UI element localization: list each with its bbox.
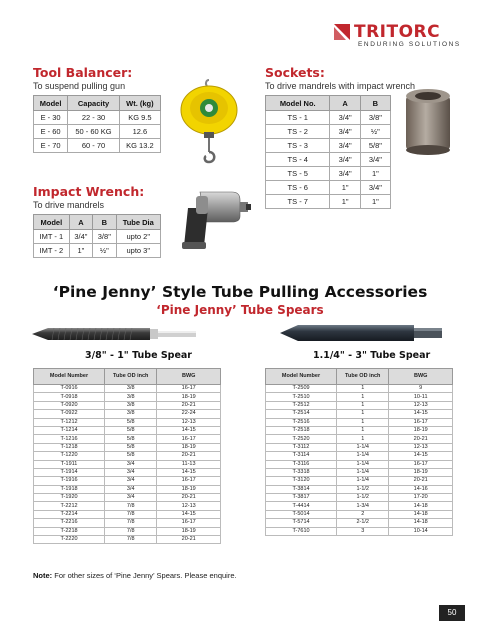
table-cell: 12-13 (389, 443, 453, 451)
table-row (266, 452, 453, 460)
table-cell: 16-17 (389, 418, 453, 426)
sockets-table (265, 95, 391, 209)
table-cell: IMT - 1 (34, 230, 70, 244)
table-cell: 1 (337, 418, 389, 426)
table-cell: T-0916 (34, 385, 105, 393)
spear-right-table (265, 368, 453, 536)
table-row (34, 519, 221, 527)
table-row (34, 244, 161, 258)
table-cell: 1" (69, 244, 92, 258)
table-cell: 3/4 (105, 485, 157, 493)
table-cell: 5/8 (105, 452, 157, 460)
table-cell: 9 (389, 385, 453, 393)
table-cell: 5/8 (105, 426, 157, 434)
table-cell: 7/8 (105, 536, 157, 544)
table-cell: 1-1/2 (337, 485, 389, 493)
table-cell: T-1218 (34, 443, 105, 451)
table-cell: TS - 4 (266, 153, 330, 167)
table-cell: 5/8 (105, 443, 157, 451)
table-cell: E - 30 (34, 111, 68, 125)
table-row (266, 181, 391, 195)
table-cell: 14-15 (157, 426, 221, 434)
table-cell: 20-21 (157, 494, 221, 502)
table-cell: T-3116 (266, 460, 337, 468)
column-header: Wt. (kg) (119, 96, 160, 111)
table-row (34, 494, 221, 502)
tool-balancer-subtitle: To suspend pulling gun (33, 81, 126, 91)
column-header: Model Number (34, 369, 105, 385)
table-cell: 5/8 (105, 435, 157, 443)
table-cell: 18-19 (157, 393, 221, 401)
column-header: BWG (157, 369, 221, 385)
table-cell: T-2214 (34, 510, 105, 518)
table-cell: 5/8 (105, 418, 157, 426)
table-cell: 14-15 (157, 468, 221, 476)
table-row (266, 111, 391, 125)
table-cell: 5/8" (360, 139, 390, 153)
table-cell: 2-1/2 (337, 519, 389, 527)
table-cell: 17-20 (389, 494, 453, 502)
table-row (266, 527, 453, 535)
table-cell: 7/8 (105, 502, 157, 510)
table-cell: TS - 5 (266, 167, 330, 181)
table-cell: T-1216 (34, 435, 105, 443)
sockets-title: Sockets: (265, 65, 325, 80)
table-cell: 10-14 (389, 527, 453, 535)
table-cell: 1" (360, 195, 390, 209)
table-row (34, 527, 221, 535)
column-header: B (360, 96, 390, 111)
table-cell: T-2512 (266, 401, 337, 409)
table-row (266, 385, 453, 393)
table-cell: 14-18 (389, 502, 453, 510)
table-cell: 7/8 (105, 510, 157, 518)
table-row (34, 111, 161, 125)
table-row (266, 195, 391, 209)
table-row (266, 125, 391, 139)
impact-wrench-subtitle: To drive mandrels (33, 200, 105, 210)
table-cell: 1-1/4 (337, 468, 389, 476)
table-cell: 1-1/4 (337, 452, 389, 460)
table-cell: T-4414 (266, 502, 337, 510)
table-cell: TS - 7 (266, 195, 330, 209)
table-cell: 18-19 (157, 485, 221, 493)
table-cell: 1" (330, 195, 360, 209)
table-cell: T-7610 (266, 527, 337, 535)
page-title: ‘Pine Jenny’ Style Tube Pulling Accessories (52, 283, 428, 301)
table-row (34, 393, 221, 401)
column-header: Tube OD inch (337, 369, 389, 385)
note-label: Note: (33, 571, 53, 580)
note-text: For other sizes of ‘Pine Jenny’ Spears. Please enquire. (54, 571, 237, 580)
table-cell: upto 2" (116, 230, 160, 244)
table-header-row (34, 96, 161, 111)
table-cell: 20-21 (389, 477, 453, 485)
socket-image (400, 86, 456, 156)
table-cell: 7/8 (105, 519, 157, 527)
spear-left-caption: 3/8" - 1" Tube Spear (85, 350, 192, 361)
column-header: Capacity (68, 96, 120, 111)
table-cell: 20-21 (389, 435, 453, 443)
table-row (266, 139, 391, 153)
table-row (266, 519, 453, 527)
table-cell: 7/8 (105, 527, 157, 535)
table-cell: 12.6 (119, 125, 160, 139)
table-cell: 1-1/4 (337, 460, 389, 468)
table-row (34, 485, 221, 493)
table-cell: T-2514 (266, 410, 337, 418)
table-cell: 14-16 (389, 485, 453, 493)
table-row (266, 410, 453, 418)
table-row (266, 435, 453, 443)
table-cell: 3/4" (330, 139, 360, 153)
table-cell: 16-17 (157, 519, 221, 527)
table-cell: T-0918 (34, 393, 105, 401)
table-cell: 1 (337, 435, 389, 443)
tool-balancer-title: Tool Balancer: (33, 65, 133, 80)
table-cell: 1" (330, 181, 360, 195)
table-row (266, 502, 453, 510)
table-cell: 3/8 (105, 401, 157, 409)
table-row (34, 426, 221, 434)
table-row (34, 125, 161, 139)
table-cell: 16-17 (389, 460, 453, 468)
table-cell: 14-18 (389, 510, 453, 518)
table-cell: 2 (337, 510, 389, 518)
table-row (34, 510, 221, 518)
table-cell: T-2516 (266, 418, 337, 426)
table-cell: 22 - 30 (68, 111, 120, 125)
table-cell: T-3114 (266, 452, 337, 460)
impact-wrench-title: Impact Wrench: (33, 184, 145, 199)
column-header: Model No. (266, 96, 330, 111)
impact-wrench-table (33, 214, 161, 258)
table-cell: TS - 1 (266, 111, 330, 125)
table-cell: T-1920 (34, 494, 105, 502)
table-row (34, 418, 221, 426)
table-cell: 20-21 (157, 536, 221, 544)
table-row (34, 139, 161, 153)
table-cell: 3/4 (105, 460, 157, 468)
table-cell: 3/4" (330, 125, 360, 139)
table-row (266, 443, 453, 451)
table-cell: 3/4" (330, 111, 360, 125)
table-cell: T-2509 (266, 385, 337, 393)
table-cell: 3/4 (105, 477, 157, 485)
table-row (34, 477, 221, 485)
table-cell: 20-21 (157, 401, 221, 409)
table-cell: 22-24 (157, 410, 221, 418)
column-header: A (69, 215, 92, 230)
table-cell: ½" (93, 244, 116, 258)
page-number: 50 (439, 605, 465, 621)
table-cell: 1-1/4 (337, 477, 389, 485)
table-cell: 1 (337, 426, 389, 434)
table-cell: 3 (337, 527, 389, 535)
table-cell: 1 (337, 410, 389, 418)
table-cell: 3/8 (105, 385, 157, 393)
table-cell: KG 13.2 (119, 139, 160, 153)
table-cell: T-2518 (266, 426, 337, 434)
table-cell: 1-1/2 (337, 494, 389, 502)
table-cell: T-1911 (34, 460, 105, 468)
table-row (34, 536, 221, 544)
footnote (33, 571, 237, 580)
table-cell: 50 - 60 KG (68, 125, 120, 139)
table-row (34, 502, 221, 510)
tritorc-logo-icon (334, 24, 350, 40)
table-row (34, 443, 221, 451)
table-cell: 3/4" (360, 153, 390, 167)
table-cell: upto 3" (116, 244, 160, 258)
column-header: Tube Dia (116, 215, 160, 230)
table-cell: 3/8 (105, 410, 157, 418)
table-row (266, 485, 453, 493)
spear-left-table (33, 368, 221, 544)
sockets-subtitle: To drive mandrels with impact wrench (265, 81, 416, 91)
table-cell: 14-15 (157, 510, 221, 518)
table-row (34, 385, 221, 393)
table-row (266, 426, 453, 434)
column-header: Tube OD inch (105, 369, 157, 385)
spear-small-image (30, 322, 198, 346)
table-cell: 18-19 (389, 468, 453, 476)
table-cell: 10-11 (389, 393, 453, 401)
table-cell: 3/4 (105, 494, 157, 502)
table-cell: 3/4" (330, 167, 360, 181)
table-cell: T-2212 (34, 502, 105, 510)
table-cell: 60 - 70 (68, 139, 120, 153)
table-row (266, 393, 453, 401)
table-cell: 1-3/4 (337, 502, 389, 510)
table-cell: T-1914 (34, 468, 105, 476)
table-cell: 14-15 (389, 410, 453, 418)
table-cell: 1" (360, 167, 390, 181)
table-cell: IMT - 2 (34, 244, 70, 258)
table-header-row (266, 96, 391, 111)
table-row (34, 452, 221, 460)
table-cell: 3/4 (105, 468, 157, 476)
table-cell: T-5014 (266, 510, 337, 518)
table-cell: 12-13 (389, 401, 453, 409)
table-cell: 3/4" (330, 153, 360, 167)
table-cell: T-0922 (34, 410, 105, 418)
table-row (266, 477, 453, 485)
table-cell: 18-19 (157, 527, 221, 535)
spear-right-caption: 1.1/4" - 3" Tube Spear (313, 350, 431, 361)
table-row (34, 460, 221, 468)
table-cell: T-1214 (34, 426, 105, 434)
table-cell: T-1212 (34, 418, 105, 426)
table-header-row (266, 369, 453, 385)
table-row (34, 410, 221, 418)
table-cell: KG 9.5 (119, 111, 160, 125)
spear-large-image (278, 318, 446, 348)
table-cell: 18-19 (157, 443, 221, 451)
table-header-row (34, 215, 161, 230)
brand-tagline: ENDURING SOLUTIONS (358, 41, 461, 48)
column-header: Model (34, 215, 70, 230)
table-cell: 16-17 (157, 385, 221, 393)
table-cell: T-2216 (34, 519, 105, 527)
table-cell: 3/8" (360, 111, 390, 125)
table-cell: T-5714 (266, 519, 337, 527)
impact-wrench-image (170, 186, 252, 252)
tool-balancer-table (33, 95, 161, 153)
table-row (266, 153, 391, 167)
table-header-row (34, 369, 221, 385)
table-row (266, 418, 453, 426)
table-cell: 14-15 (389, 452, 453, 460)
table-cell: 18-19 (389, 426, 453, 434)
table-cell: 1 (337, 401, 389, 409)
table-cell: 3/4" (360, 181, 390, 195)
table-row (266, 167, 391, 181)
brand-name: TRITORC (354, 22, 441, 42)
table-cell: T-2220 (34, 536, 105, 544)
page-subtitle: ‘Pine Jenny’ Tube Spears (156, 303, 324, 317)
table-cell: ½" (360, 125, 390, 139)
table-cell: 1 (337, 393, 389, 401)
table-cell: T-3318 (266, 468, 337, 476)
table-row (266, 494, 453, 502)
table-cell: 12-13 (157, 418, 221, 426)
column-header: B (93, 215, 116, 230)
table-row (34, 230, 161, 244)
table-row (34, 468, 221, 476)
table-cell: 3/8 (105, 393, 157, 401)
column-header: Model Number (266, 369, 337, 385)
table-cell: 11-13 (157, 460, 221, 468)
table-cell: T-2218 (34, 527, 105, 535)
table-cell: 12-13 (157, 502, 221, 510)
table-cell: T-1918 (34, 485, 105, 493)
table-cell: 16-17 (157, 477, 221, 485)
column-header: Model (34, 96, 68, 111)
table-cell: E - 70 (34, 139, 68, 153)
table-cell: 16-17 (157, 435, 221, 443)
table-cell: T-3112 (266, 443, 337, 451)
table-row (34, 401, 221, 409)
table-cell: 14-18 (389, 519, 453, 527)
table-cell: T-2510 (266, 393, 337, 401)
table-cell: 3/4" (69, 230, 92, 244)
table-cell: TS - 6 (266, 181, 330, 195)
table-cell: T-0920 (34, 401, 105, 409)
table-row (266, 401, 453, 409)
table-cell: E - 60 (34, 125, 68, 139)
table-row (266, 510, 453, 518)
table-cell: T-1220 (34, 452, 105, 460)
table-cell: 1 (337, 385, 389, 393)
table-cell: 20-21 (157, 452, 221, 460)
table-row (266, 460, 453, 468)
table-cell: TS - 2 (266, 125, 330, 139)
table-cell: T-1916 (34, 477, 105, 485)
table-cell: T-3814 (266, 485, 337, 493)
table-cell: T-3120 (266, 477, 337, 485)
tool-balancer-image (176, 78, 242, 168)
column-header: BWG (389, 369, 453, 385)
table-row (34, 435, 221, 443)
table-row (266, 468, 453, 476)
table-cell: T-2520 (266, 435, 337, 443)
table-cell: T-3817 (266, 494, 337, 502)
column-header: A (330, 96, 360, 111)
table-cell: TS - 3 (266, 139, 330, 153)
table-cell: 1-1/4 (337, 443, 389, 451)
table-cell: 3/8" (93, 230, 116, 244)
